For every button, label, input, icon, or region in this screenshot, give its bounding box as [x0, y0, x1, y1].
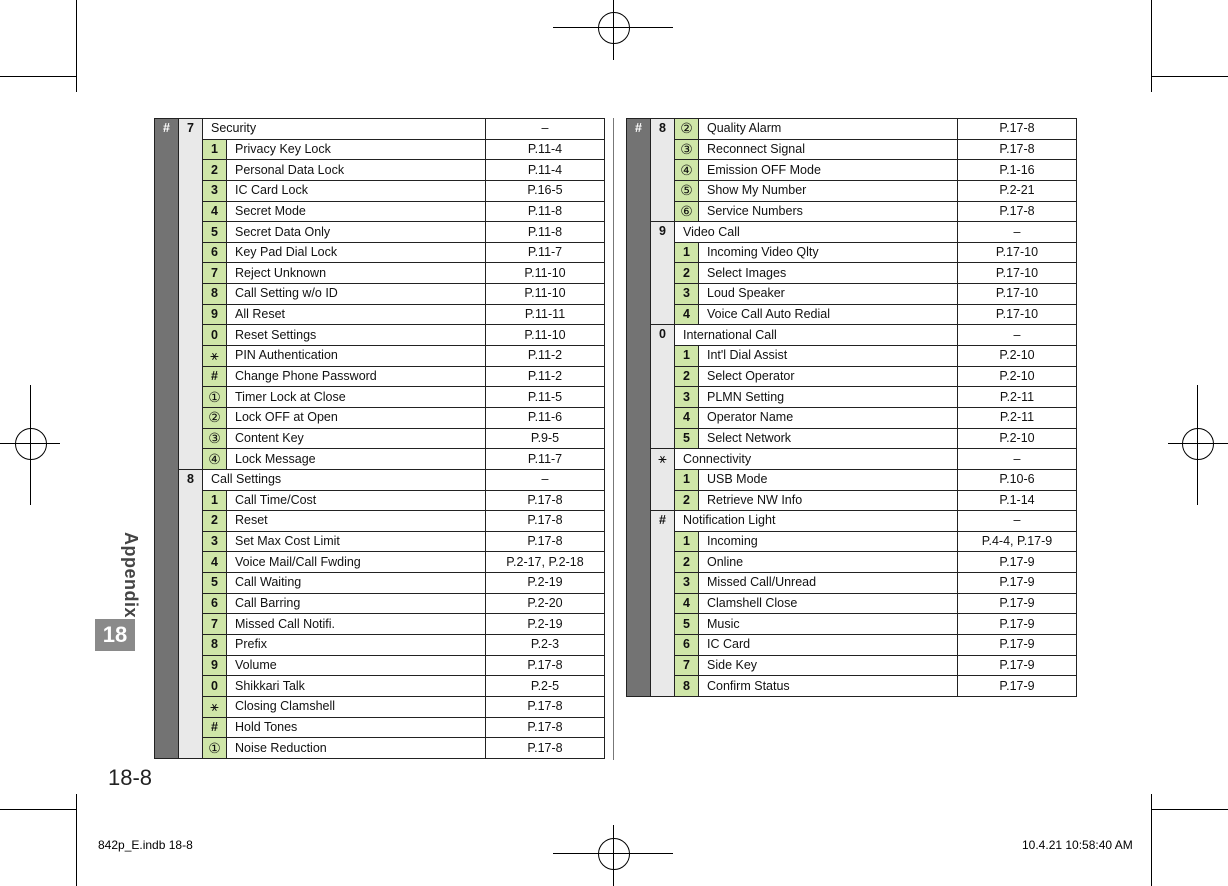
item-key-cell: 9 [203, 304, 227, 325]
group-label-cell: International Call [675, 325, 958, 346]
group-key-cell: 8 [179, 469, 203, 758]
item-label-cell: Music [699, 614, 958, 635]
item-ref-cell: P.2-11 [958, 387, 1077, 408]
item-key-cell: ② [675, 119, 699, 140]
section-tab-number: 18 [95, 619, 135, 651]
menu-item-row [155, 325, 605, 346]
item-label-cell: Quality Alarm [699, 119, 958, 140]
menu-item-row [155, 222, 605, 243]
page-number: 18-8 [108, 765, 153, 790]
item-label-cell: Online [699, 552, 958, 573]
group-key-cell: 9 [651, 222, 675, 325]
group-header-row [627, 325, 1077, 346]
item-label-cell: Side Key [699, 655, 958, 676]
item-label-cell: Reconnect Signal [699, 139, 958, 160]
menu-item-row [155, 407, 605, 428]
group-ref-cell: – [486, 119, 605, 140]
item-key-cell: 8 [675, 676, 699, 697]
item-ref-cell: P.17-8 [486, 717, 605, 738]
group-label-cell: Security [203, 119, 486, 140]
item-key-cell: ③ [203, 428, 227, 449]
item-ref-cell: P.17-10 [958, 284, 1077, 305]
item-ref-cell: P.11-4 [486, 160, 605, 181]
item-key-cell: 3 [675, 284, 699, 305]
menu-item-row [627, 614, 1077, 635]
item-key-cell: 3 [675, 387, 699, 408]
item-label-cell: Int'l Dial Assist [699, 346, 958, 367]
menu-item-row [155, 573, 605, 594]
menu-item-row [155, 635, 605, 656]
item-ref-cell: P.2-11 [958, 407, 1077, 428]
menu-item-row [627, 573, 1077, 594]
menu-item-row [627, 160, 1077, 181]
group-label-cell: Connectivity [675, 449, 958, 470]
item-label-cell: Select Images [699, 263, 958, 284]
item-key-cell: 6 [675, 635, 699, 656]
group-ref-cell: – [958, 511, 1077, 532]
item-key-cell: 2 [675, 552, 699, 573]
item-ref-cell: P.17-8 [486, 696, 605, 717]
menu-item-row [155, 676, 605, 697]
group-header-row [155, 119, 605, 140]
item-key-cell: 4 [203, 552, 227, 573]
item-key-cell: 2 [675, 263, 699, 284]
item-ref-cell: P.2-5 [486, 676, 605, 697]
item-key-cell: 1 [675, 346, 699, 367]
item-label-cell: Call Time/Cost [227, 490, 486, 511]
menu-item-row [155, 655, 605, 676]
menu-item-row [155, 696, 605, 717]
item-key-cell: ② [203, 407, 227, 428]
menu-item-row [155, 717, 605, 738]
group-header-row [627, 511, 1077, 532]
item-key-cell: ① [203, 738, 227, 759]
menu-item-row [155, 552, 605, 573]
menu-item-row [155, 139, 605, 160]
item-label-cell: Retrieve NW Info [699, 490, 958, 511]
item-ref-cell: P.2-17, P.2-18 [486, 552, 605, 573]
item-key-cell: ⚹ [203, 346, 227, 367]
item-label-cell: Hold Tones [227, 717, 486, 738]
item-ref-cell: P.11-2 [486, 366, 605, 387]
item-key-cell: 3 [203, 180, 227, 201]
item-key-cell: 9 [203, 655, 227, 676]
item-ref-cell: P.17-9 [958, 593, 1077, 614]
item-ref-cell: P.11-6 [486, 407, 605, 428]
item-ref-cell: P.17-9 [958, 676, 1077, 697]
item-label-cell: Privacy Key Lock [227, 139, 486, 160]
item-key-cell: 5 [203, 222, 227, 243]
group-label-cell: Notification Light [675, 511, 958, 532]
item-ref-cell: P.17-8 [486, 531, 605, 552]
item-label-cell: PIN Authentication [227, 346, 486, 367]
item-label-cell: Noise Reduction [227, 738, 486, 759]
menu-item-row [627, 593, 1077, 614]
item-key-cell: 1 [203, 490, 227, 511]
item-key-cell: 4 [675, 407, 699, 428]
item-key-cell: 3 [203, 531, 227, 552]
item-label-cell: Shikkari Talk [227, 676, 486, 697]
item-key-cell: ③ [675, 139, 699, 160]
group-label-cell: Call Settings [203, 469, 486, 490]
item-label-cell: Voice Mail/Call Fwding [227, 552, 486, 573]
top-key-cell: # [155, 119, 179, 759]
menu-item-row [155, 490, 605, 511]
group-header-row [627, 222, 1077, 243]
item-key-cell: 2 [675, 490, 699, 511]
item-key-cell: 1 [675, 531, 699, 552]
menu-item-row [627, 366, 1077, 387]
menu-table-right [626, 118, 1077, 697]
item-label-cell: Missed Call/Unread [699, 573, 958, 594]
item-ref-cell: P.17-10 [958, 242, 1077, 263]
item-key-cell: 7 [203, 263, 227, 284]
group-ref-cell: – [958, 222, 1077, 243]
item-key-cell: ① [203, 387, 227, 408]
group-ref-cell: – [486, 469, 605, 490]
item-label-cell: Personal Data Lock [227, 160, 486, 181]
item-label-cell: Content Key [227, 428, 486, 449]
menu-item-row [155, 387, 605, 408]
menu-item-row [155, 284, 605, 305]
slug-right: 10.4.21 10:58:40 AM [1022, 838, 1133, 852]
item-label-cell: Key Pad Dial Lock [227, 242, 486, 263]
menu-item-row [627, 428, 1077, 449]
menu-item-row [627, 387, 1077, 408]
item-key-cell: ④ [675, 160, 699, 181]
item-ref-cell: P.17-8 [486, 490, 605, 511]
item-label-cell: IC Card [699, 635, 958, 656]
menu-item-row [155, 614, 605, 635]
item-label-cell: Secret Data Only [227, 222, 486, 243]
section-tab-label: Appendix [121, 531, 141, 618]
item-label-cell: Lock Message [227, 449, 486, 470]
group-ref-cell: – [958, 325, 1077, 346]
item-ref-cell: P.17-9 [958, 573, 1077, 594]
menu-item-row [155, 593, 605, 614]
item-ref-cell: P.2-10 [958, 428, 1077, 449]
menu-item-row [155, 304, 605, 325]
item-ref-cell: P.17-9 [958, 655, 1077, 676]
item-key-cell: 8 [203, 284, 227, 305]
item-ref-cell: P.17-8 [486, 655, 605, 676]
top-key-cell: # [627, 119, 651, 697]
item-ref-cell: P.2-19 [486, 573, 605, 594]
item-label-cell: IC Card Lock [227, 180, 486, 201]
item-label-cell: Call Waiting [227, 573, 486, 594]
item-ref-cell: P.11-5 [486, 387, 605, 408]
item-key-cell: 2 [203, 160, 227, 181]
item-label-cell: Change Phone Password [227, 366, 486, 387]
item-ref-cell: P.17-8 [486, 511, 605, 532]
item-key-cell: 7 [675, 655, 699, 676]
item-ref-cell: P.2-10 [958, 346, 1077, 367]
menu-item-row [627, 180, 1077, 201]
item-key-cell: 8 [203, 635, 227, 656]
item-label-cell: Clamshell Close [699, 593, 958, 614]
item-label-cell: Incoming [699, 531, 958, 552]
item-label-cell: Reset [227, 511, 486, 532]
item-key-cell: 6 [203, 593, 227, 614]
item-ref-cell: P.17-9 [958, 552, 1077, 573]
item-key-cell: # [203, 366, 227, 387]
item-key-cell: 0 [203, 325, 227, 346]
item-label-cell: Show My Number [699, 180, 958, 201]
menu-item-row [627, 284, 1077, 305]
item-label-cell: Timer Lock at Close [227, 387, 486, 408]
group-header-row [155, 469, 605, 490]
item-ref-cell: P.17-8 [958, 201, 1077, 222]
menu-item-row [627, 655, 1077, 676]
item-ref-cell: P.17-10 [958, 304, 1077, 325]
item-label-cell: Closing Clamshell [227, 696, 486, 717]
group-key-cell: # [651, 511, 675, 697]
item-label-cell: Select Operator [699, 366, 958, 387]
item-key-cell: ④ [203, 449, 227, 470]
item-label-cell: USB Mode [699, 469, 958, 490]
menu-item-row [155, 263, 605, 284]
item-key-cell: 6 [203, 242, 227, 263]
item-key-cell: 2 [203, 511, 227, 532]
menu-item-row [155, 160, 605, 181]
menu-item-row [627, 346, 1077, 367]
item-label-cell: PLMN Setting [699, 387, 958, 408]
item-label-cell: Reset Settings [227, 325, 486, 346]
menu-item-row [155, 428, 605, 449]
item-ref-cell: P.2-20 [486, 593, 605, 614]
item-key-cell: 1 [675, 469, 699, 490]
menu-item-row [627, 139, 1077, 160]
item-key-cell: 3 [675, 573, 699, 594]
item-ref-cell: P.11-10 [486, 284, 605, 305]
item-ref-cell: P.17-8 [486, 738, 605, 759]
menu-item-row [155, 449, 605, 470]
menu-item-row [627, 304, 1077, 325]
group-ref-cell: – [958, 449, 1077, 470]
item-key-cell: 4 [675, 593, 699, 614]
menu-item-row [627, 490, 1077, 511]
menu-item-row [627, 242, 1077, 263]
item-ref-cell: P.11-4 [486, 139, 605, 160]
item-label-cell: Operator Name [699, 407, 958, 428]
item-label-cell: Incoming Video Qlty [699, 242, 958, 263]
item-ref-cell: P.11-11 [486, 304, 605, 325]
item-ref-cell: P.2-10 [958, 366, 1077, 387]
slug-left: 842p_E.indb 18-8 [98, 838, 193, 852]
menu-item-row [627, 531, 1077, 552]
item-label-cell: Call Barring [227, 593, 486, 614]
item-ref-cell: P.1-14 [958, 490, 1077, 511]
item-key-cell: 7 [203, 614, 227, 635]
item-key-cell: 1 [203, 139, 227, 160]
item-key-cell: 5 [675, 428, 699, 449]
item-ref-cell: P.2-21 [958, 180, 1077, 201]
item-key-cell: 5 [675, 614, 699, 635]
item-ref-cell: P.2-19 [486, 614, 605, 635]
menu-table-left [154, 118, 605, 759]
menu-item-row [627, 201, 1077, 222]
menu-item-row [627, 407, 1077, 428]
menu-item-row [155, 242, 605, 263]
item-key-cell: 1 [675, 242, 699, 263]
item-label-cell: Loud Speaker [699, 284, 958, 305]
item-key-cell: 2 [675, 366, 699, 387]
item-label-cell: All Reset [227, 304, 486, 325]
item-key-cell: 4 [675, 304, 699, 325]
gutter-divider [613, 118, 614, 760]
item-ref-cell: P.10-6 [958, 469, 1077, 490]
item-label-cell: Volume [227, 655, 486, 676]
item-key-cell: 0 [203, 676, 227, 697]
item-ref-cell: P.17-9 [958, 635, 1077, 656]
item-ref-cell: P.9-5 [486, 428, 605, 449]
menu-item-row [155, 531, 605, 552]
menu-item-row [155, 511, 605, 532]
group-key-cell: 8 [651, 119, 675, 222]
menu-item-row [155, 180, 605, 201]
item-label-cell: Voice Call Auto Redial [699, 304, 958, 325]
menu-item-row [155, 201, 605, 222]
group-header-row [627, 449, 1077, 470]
item-ref-cell: P.4-4, P.17-9 [958, 531, 1077, 552]
item-label-cell: Confirm Status [699, 676, 958, 697]
menu-item-row [155, 738, 605, 759]
item-key-cell: ⚹ [203, 696, 227, 717]
item-ref-cell: P.11-7 [486, 242, 605, 263]
menu-item-row [155, 346, 605, 367]
menu-item-row [627, 119, 1077, 140]
menu-item-row [627, 263, 1077, 284]
item-ref-cell: P.17-8 [958, 139, 1077, 160]
item-ref-cell: P.11-2 [486, 346, 605, 367]
item-ref-cell: P.2-3 [486, 635, 605, 656]
menu-item-row [627, 635, 1077, 656]
item-label-cell: Select Network [699, 428, 958, 449]
item-ref-cell: P.11-10 [486, 263, 605, 284]
item-ref-cell: P.17-8 [958, 119, 1077, 140]
item-key-cell: ⑥ [675, 201, 699, 222]
item-ref-cell: P.16-5 [486, 180, 605, 201]
item-key-cell: # [203, 717, 227, 738]
item-label-cell: Reject Unknown [227, 263, 486, 284]
item-ref-cell: P.1-16 [958, 160, 1077, 181]
group-key-cell: 0 [651, 325, 675, 449]
item-ref-cell: P.11-10 [486, 325, 605, 346]
item-label-cell: Set Max Cost Limit [227, 531, 486, 552]
item-ref-cell: P.11-8 [486, 222, 605, 243]
item-label-cell: Secret Mode [227, 201, 486, 222]
item-label-cell: Prefix [227, 635, 486, 656]
menu-item-row [627, 676, 1077, 697]
item-label-cell: Emission OFF Mode [699, 160, 958, 181]
item-label-cell: Lock OFF at Open [227, 407, 486, 428]
item-key-cell: 5 [203, 573, 227, 594]
group-key-cell: ⚹ [651, 449, 675, 511]
menu-item-row [627, 469, 1077, 490]
menu-item-row [155, 366, 605, 387]
item-label-cell: Missed Call Notifi. [227, 614, 486, 635]
item-ref-cell: P.17-10 [958, 263, 1077, 284]
item-ref-cell: P.11-8 [486, 201, 605, 222]
item-label-cell: Service Numbers [699, 201, 958, 222]
item-ref-cell: P.17-9 [958, 614, 1077, 635]
item-key-cell: ⑤ [675, 180, 699, 201]
item-key-cell: 4 [203, 201, 227, 222]
menu-item-row [627, 552, 1077, 573]
group-key-cell: 7 [179, 119, 203, 470]
group-label-cell: Video Call [675, 222, 958, 243]
item-label-cell: Call Setting w/o ID [227, 284, 486, 305]
item-ref-cell: P.11-7 [486, 449, 605, 470]
